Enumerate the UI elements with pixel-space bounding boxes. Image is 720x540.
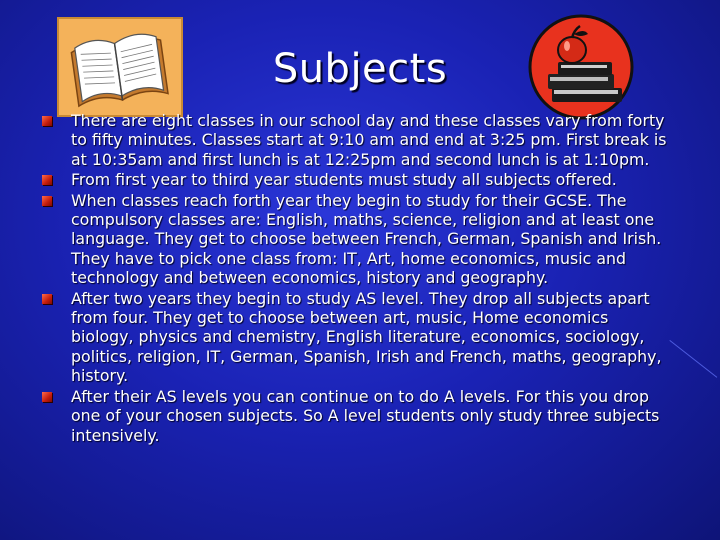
bullet-text: After their AS levels you can continue on to do A levels. For this you drop one of your chosen subjects. So A level students only study three subjects intensively. — [71, 386, 660, 445]
slide-title: Subjects — [272, 46, 448, 92]
bullet-item — [42, 387, 672, 445]
bullet-square-icon — [42, 392, 52, 402]
bullet-square-icon — [42, 196, 52, 206]
bullet-square-icon — [42, 116, 52, 126]
bullet-item — [42, 111, 672, 169]
bullet-text: From first year to third year students must study all subjects offered. — [71, 170, 617, 190]
bullet-text: There are eight classes in our school day and these classes vary from forty to fifty minutes. Classes start at 9:10 am and end at 3:25 pm. First break is at 10:35am and first lunch is at 12:25pm and second lunch is at 1:10pm. — [71, 111, 667, 169]
bullet-item — [42, 170, 672, 189]
bullet-text: When classes reach forth year they begin to study for their GCSE. The compulsory classes are: English, maths, science, religion and at least one language. They get to choose between French, German, Spanish and Irish. They have to pick one class from: IT, Art, home economics, music and technology and between economics, history and geography. — [71, 190, 662, 288]
bullet-item — [42, 191, 672, 288]
bullet-item — [42, 289, 672, 386]
bullet-square-icon — [42, 175, 52, 185]
bullet-text: After two years they begin to study AS level. They drop all subjects apart from four. They get to choose between art, music, Home economics biology, physics and chemistry, English literature, economics, sociology, politics, religion, IT, German, Spanish, Irish and French, maths, geography, history. — [71, 288, 662, 386]
decorative-line — [669, 340, 717, 378]
bullet-square-icon — [42, 294, 52, 304]
bullet-list — [42, 111, 672, 446]
